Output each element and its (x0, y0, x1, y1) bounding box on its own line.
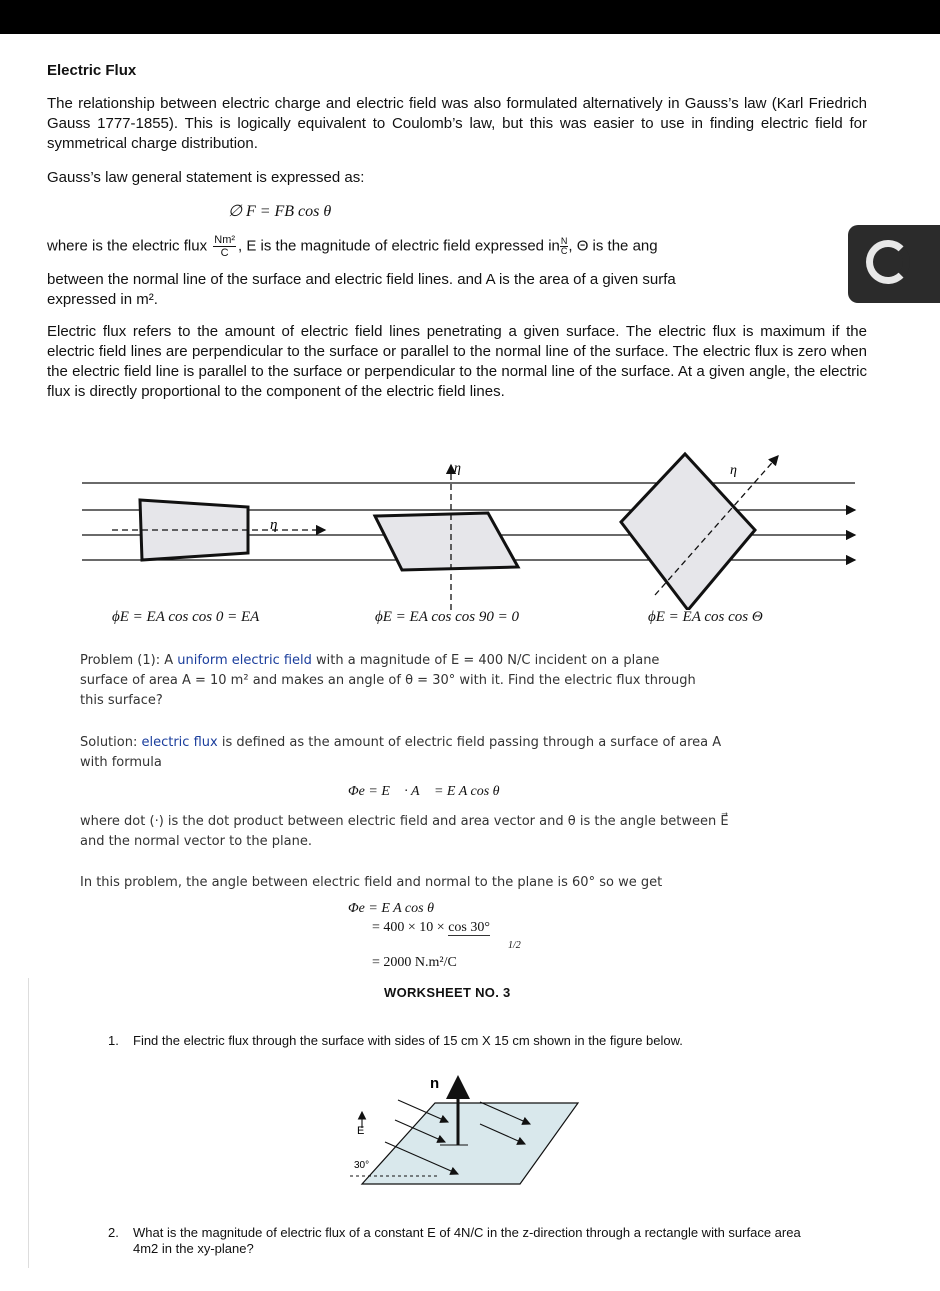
calc-half: 1/2 (508, 940, 521, 951)
gauss-statement: Gauss’s law general statement is expressed as: (47, 169, 365, 186)
question-1: Find the electric flux through the surface with sides of 15 cm X 15 cm shown in the figure below. (133, 1033, 683, 1048)
caption-parallel: ϕE = EA cos cos 90 = 0 (375, 609, 519, 625)
where-mid: , E is the magnitude of electric field expressed in (238, 237, 560, 255)
worksheet-title: WORKSHEET NO. 3 (384, 985, 511, 1000)
normal-label-1: η (270, 517, 278, 533)
top-bar (0, 0, 940, 34)
calc-step-3: = 2000 N.m²/C (372, 955, 457, 970)
page-title: Electric Flux (47, 62, 137, 79)
where-line (47, 234, 658, 259)
flux-unit-fraction (213, 234, 236, 259)
normal-label: n (430, 1075, 440, 1092)
flux-formula: Φe = E⃗ · A⃗ = E A cos θ (348, 784, 500, 799)
field-label: E (357, 1125, 365, 1137)
flux-unit-numerator: Nm² (214, 234, 236, 246)
problem-text (80, 651, 810, 711)
question-2-number: 2. (108, 1225, 119, 1240)
dot-product-text (80, 812, 810, 852)
problem-pre: A (160, 653, 178, 668)
plate-parallel (375, 513, 518, 570)
uniform-field-link[interactable]: uniform electric field (177, 653, 312, 668)
problem-text-3: this surface? (80, 693, 163, 708)
calc-step-2 (372, 920, 490, 936)
surface-plane (362, 1103, 578, 1184)
question-1-figure (340, 1070, 590, 1190)
dot-text-2: and the normal vector to the plane. (80, 834, 312, 849)
angle-label: 30° (354, 1160, 370, 1171)
where-line-3: expressed in m². (47, 291, 158, 308)
dot-text-1: where dot (·) is the dot product between electric field and area vector and θ is the angle between E⃗ (80, 814, 729, 829)
solution-text (80, 733, 810, 773)
caption-angled: ϕE = EA cos cos Θ (648, 609, 763, 625)
question-1-number: 1. (108, 1033, 119, 1048)
problem-text-2: surface of area A = 10 m² and makes an angle of θ = 30° with it. Find the electric flux through (80, 673, 696, 688)
caption-perpendicular: ϕE = EA cos cos 0 = EA (112, 609, 260, 625)
solution-text-2: with formula (80, 755, 162, 770)
problem-label: Problem (1): (80, 653, 161, 668)
field-unit-denominator: C (560, 246, 568, 256)
flux-unit-denominator: C (220, 247, 229, 259)
refresh-icon[interactable] (866, 240, 910, 284)
problem-text-1: with a magnitude of E = 400 N/C incident on a plane (311, 653, 660, 668)
angle-text: In this problem, the angle between electric field and normal to the plane is 60° so we get (80, 875, 663, 890)
calc-step-2-pre: = 400 × 10 × (372, 920, 449, 935)
calc-step-2-cos: cos 30° (448, 920, 490, 935)
flux-orientation-figure (0, 450, 940, 610)
where-line-2: between the normal line of the surface and electric field lines. and A is the area of a given surfa (47, 271, 676, 288)
left-border-line (28, 978, 29, 1268)
electric-flux-link[interactable]: electric flux (141, 735, 218, 750)
where-end: , Θ is the ang (568, 237, 658, 255)
solution-label: Solution: (80, 735, 138, 750)
solution-text-1: is defined as the amount of electric field passing through a surface of area A (217, 735, 722, 750)
calc-step-1: Φe = E A cos θ (348, 901, 434, 916)
intro-paragraph: The relationship between electric charge and electric field was also formulated alternatively in Gauss’s law (Karl Friedrich Gauss 1777-1855). This is logically equivalent to Coulomb’s law, but this was easier to use in finding electric field for symmetrical charge distribution. (47, 95, 867, 152)
question-2: What is the magnitude of electric flux of a constant E of 4N/C in the z-direction through a rectangle with surface area 4m2 in the xy-plane? (133, 1225, 801, 1256)
normal-label-3: η (730, 463, 737, 478)
main-equation: ∅ F = FB cos θ (228, 203, 332, 220)
normal-label-2: η (454, 461, 461, 476)
field-unit-numerator: N (560, 236, 568, 246)
where-start: where is the electric flux (47, 237, 208, 255)
description-paragraph: Electric flux refers to the amount of electric field lines penetrating a given surface. The electric flux is maximum if the electric field lines are perpendicular to the surface or parallel to the normal line of the surface. The electric flux is zero when the electric field line is parallel to the surface or perpendicular to the normal line of the surface. At a given angle, the electric flux is directly proportional to the component of the electric field lines. (47, 323, 867, 400)
